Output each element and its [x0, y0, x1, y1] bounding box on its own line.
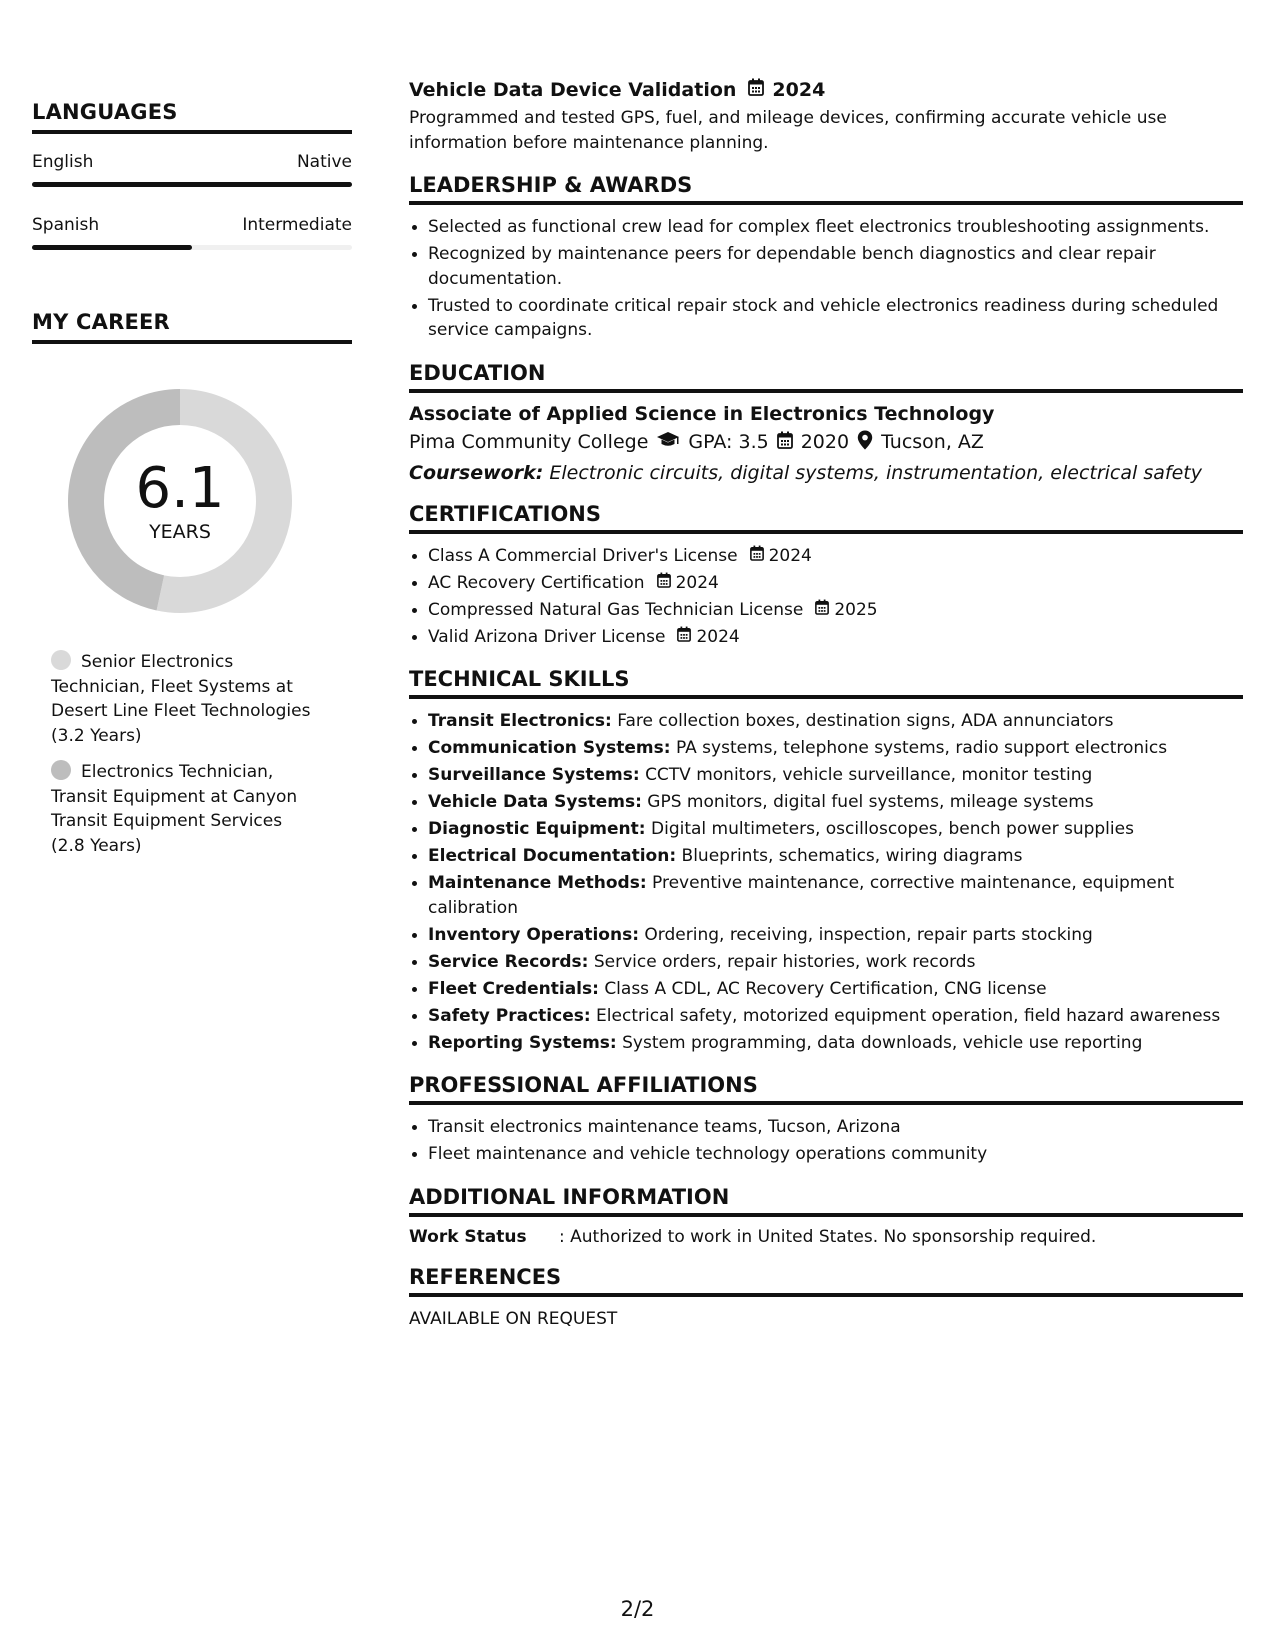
language-bar — [32, 182, 352, 187]
references-section — [409, 1265, 1243, 1332]
page-number: 2/2 — [620, 1597, 655, 1621]
skill-value: GPS monitors, digital fuel systems, mileage systems — [647, 792, 1094, 812]
certification-year: 2024 — [675, 572, 719, 593]
list-item — [409, 736, 1243, 761]
language-level: Native — [296, 152, 352, 172]
skill-value: CCTV monitors, vehicle surveillance, monitor testing — [645, 765, 1093, 785]
leadership-section — [409, 173, 1243, 343]
certification-year: 2024 — [696, 626, 740, 647]
certification-year: 2024 — [768, 545, 812, 566]
skill-label: Transit Electronics: — [428, 711, 612, 731]
skill-label: Vehicle Data Systems: — [428, 792, 642, 812]
legend-dot-icon — [51, 650, 71, 670]
graduation-cap-icon — [656, 431, 680, 454]
main-content — [409, 78, 1243, 1349]
calendar-icon — [750, 544, 764, 569]
map-pin-icon — [857, 430, 873, 455]
skill-label: Safety Practices: — [428, 1005, 591, 1026]
career-legend — [51, 650, 321, 858]
work-status-value: : Authorized to work in United States. No sponsorship required. — [559, 1226, 1097, 1247]
project-description: Programmed and tested GPS, fuel, and mileage devices, confirming accurate vehicle use information before maintenance planning. — [409, 108, 1167, 153]
affiliations-heading: PROFESSIONAL AFFILIATIONS — [409, 1073, 1243, 1105]
list-item — [409, 709, 1243, 734]
references-heading: REFERENCES — [409, 1265, 1243, 1297]
skills-heading: TECHNICAL SKILLS — [409, 667, 1243, 699]
sidebar — [32, 100, 352, 870]
skill-label: Maintenance Methods: — [428, 873, 647, 893]
career-legend-item — [51, 760, 321, 858]
list-item — [409, 571, 1243, 596]
skill-label: Service Records: — [428, 951, 589, 972]
additional-info-section — [409, 1185, 1243, 1247]
language-bar-fill — [32, 182, 352, 187]
list-item: Transit electronics maintenance teams, Tucson, Arizona — [409, 1115, 1243, 1140]
list-item — [409, 950, 1243, 975]
language-bar — [32, 245, 352, 250]
calendar-icon — [657, 571, 671, 596]
certification-year: 2025 — [834, 599, 878, 620]
list-item — [409, 871, 1243, 920]
language-item — [32, 152, 352, 187]
skill-value: Ordering, receiving, inspection, repair parts stocking — [644, 924, 1093, 945]
list-item: Selected as functional crew lead for complex fleet electronics troubleshooting assignments. — [409, 215, 1243, 240]
certification-name: Compressed Natural Gas Technician License — [428, 599, 804, 620]
career-legend-item — [51, 650, 321, 748]
education-section — [409, 361, 1243, 484]
skill-value: Electrical safety, motorized equipment operation, field hazard awareness — [596, 1005, 1221, 1026]
skill-label: Diagnostic Equipment: — [428, 819, 646, 839]
skill-label: Fleet Credentials: — [428, 978, 599, 999]
education-gpa: GPA: 3.5 — [688, 431, 769, 453]
skill-value: Service orders, repair histories, work records — [593, 951, 976, 972]
certification-name: AC Recovery Certification — [428, 572, 645, 593]
project-title: Vehicle Data Device Validation — [409, 78, 737, 101]
languages-heading: LANGUAGES — [32, 100, 352, 134]
list-item — [409, 923, 1243, 948]
coursework-text: Electronic circuits, digital systems, instrumentation, electrical safety — [549, 461, 1202, 484]
list-item — [409, 977, 1243, 1002]
language-level: Intermediate — [242, 215, 352, 235]
education-degree: Associate of Applied Science in Electronics Technology — [409, 402, 995, 425]
languages-list — [32, 152, 352, 250]
list-item — [409, 1004, 1243, 1029]
certifications-heading: CERTIFICATIONS — [409, 502, 1243, 534]
list-item: Fleet maintenance and vehicle technology operations community — [409, 1142, 1243, 1167]
education-school: Pima Community College — [409, 431, 649, 453]
certification-name: Class A Commercial Driver's License — [428, 545, 738, 566]
references-text: AVAILABLE ON REQUEST — [409, 1308, 618, 1329]
project-date: 2024 — [772, 78, 826, 101]
skill-value: Fare collection boxes, destination signs, ADA annunciators — [617, 711, 1114, 731]
coursework-label: Coursework: — [409, 461, 544, 484]
language-name: English — [32, 152, 94, 172]
career-total-value: 6.1 — [135, 456, 225, 521]
list-item — [409, 844, 1243, 869]
skill-label: Communication Systems: — [428, 738, 671, 758]
calendar-icon — [777, 431, 793, 454]
list-item — [409, 1031, 1243, 1056]
list-item — [409, 763, 1243, 788]
list-item — [409, 817, 1243, 842]
work-status-label: Work Status — [409, 1226, 527, 1247]
skill-value: Blueprints, schematics, wiring diagrams — [681, 846, 1023, 866]
list-item — [409, 598, 1243, 623]
skill-value: Class A CDL, AC Recovery Certification, CNG license — [604, 978, 1047, 999]
list-item: Trusted to coordinate critical repair stock and vehicle electronics readiness during scheduled service campaigns. — [409, 294, 1243, 343]
skills-section — [409, 667, 1243, 1055]
language-item — [32, 215, 352, 250]
career-total-unit: YEARS — [149, 521, 211, 543]
list-item — [409, 625, 1243, 650]
career-role-label: Electronics Technician, Transit Equipment at Canyon Transit Equipment Services (2.8 Years) — [51, 762, 298, 856]
list-item — [409, 790, 1243, 815]
language-bar-fill — [32, 245, 192, 250]
skill-label: Reporting Systems: — [428, 1032, 617, 1053]
language-name: Spanish — [32, 215, 100, 235]
skill-value: PA systems, telephone systems, radio support electronics — [675, 738, 1168, 758]
skill-label: Surveillance Systems: — [428, 765, 640, 785]
list-item: Recognized by maintenance peers for dependable bench diagnostics and clear repair documentation. — [409, 242, 1243, 291]
education-location: Tucson, AZ — [881, 431, 984, 453]
list-item — [409, 544, 1243, 569]
skill-label: Electrical Documentation: — [428, 846, 677, 866]
affiliations-section — [409, 1073, 1243, 1167]
education-coursework — [409, 462, 1243, 484]
skill-label: Inventory Operations: — [428, 924, 639, 945]
certifications-section — [409, 502, 1243, 650]
career-donut-chart — [65, 386, 295, 616]
skill-value: Digital multimeters, oscilloscopes, bench power supplies — [651, 819, 1134, 839]
calendar-icon — [815, 598, 829, 623]
skill-value: System programming, data downloads, vehicle use reporting — [622, 1032, 1143, 1053]
education-heading: EDUCATION — [409, 361, 1243, 393]
skill-value: Preventive maintenance, corrective maintenance, equipment calibration — [428, 873, 1175, 918]
calendar-icon — [677, 625, 691, 650]
certification-name: Valid Arizona Driver License — [428, 626, 666, 647]
legend-dot-icon — [51, 760, 71, 780]
calendar-icon — [748, 78, 764, 101]
career-heading: MY CAREER — [32, 310, 352, 344]
project-entry — [409, 78, 1243, 155]
career-role-label: Senior Electronics Technician, Fleet Systems at Desert Line Fleet Technologies (3.2 Years) — [51, 652, 311, 746]
additional-info-heading: ADDITIONAL INFORMATION — [409, 1185, 1243, 1217]
leadership-heading: LEADERSHIP & AWARDS — [409, 173, 1243, 205]
education-year: 2020 — [800, 431, 850, 453]
